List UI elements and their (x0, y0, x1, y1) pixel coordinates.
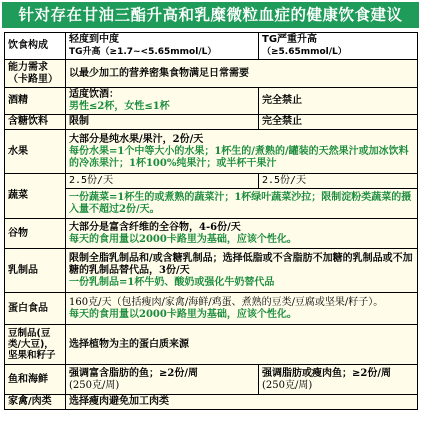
dairy-line2: 一份乳制品=1杯牛奶、酸奶或强化牛奶替代品 (69, 276, 275, 288)
table-row-fruit (5, 130, 418, 174)
sugar-mild-cell: 限制 (66, 115, 259, 130)
row-label-fruit: 水果 (5, 130, 66, 174)
table-row-grain (5, 219, 418, 249)
row-label-alcohol: 酒精 (5, 88, 66, 115)
fish-mild-line1: 强调富含脂肪的鱼；≥2份/周 (69, 367, 198, 379)
sugar-severe-cell: 完全禁止 (259, 115, 418, 130)
page-title: 针对存在甘油三酯升高和乳糜微粒血症的健康饮食建议 (2, 2, 419, 28)
fish-severe-line2: (250克/周) (262, 379, 313, 391)
fish-severe-cell (259, 365, 418, 395)
protein-cell (66, 293, 418, 325)
alcohol-severe-cell: 完全禁止 (259, 88, 418, 115)
fish-severe-line1: 强调脂肪或瘦肉鱼；≥2份/周 (262, 367, 391, 379)
table-row-fish (5, 365, 418, 395)
row-label-protein: 蛋白食品 (5, 293, 66, 325)
meat-cell: 选择瘦肉避免加工肉类 (66, 395, 418, 410)
dairy-cell (66, 249, 418, 293)
table-row-alcohol (5, 88, 418, 115)
table-row-sugar (5, 115, 418, 130)
row-label-meat: 家禽/肉类 (5, 395, 66, 410)
alcohol-mild-line2: 男性≤2杯，女性≤1杯 (69, 101, 170, 112)
header-mild-tg-range: TG升高（≥1.7~<5.65mmol/L） (69, 47, 217, 57)
header-severe-tg (259, 33, 418, 60)
plant-protein-cell: 选择植物为主的蛋白质来源 (66, 325, 418, 365)
table-row-meat (5, 395, 418, 410)
table-row-dairy (5, 249, 418, 293)
veg-mild-serving: 2.5份/天 (66, 174, 259, 189)
fruit-line1: 大部分是纯水果/果汁，2份/天 (69, 133, 204, 145)
veg-severe-serving: 2.5份/天 (259, 174, 418, 189)
protein-line2: 每天的食用量以2000卡路里为基础，应该个性化。 (69, 308, 297, 320)
header-diet-component: 饮食构成 (5, 33, 66, 60)
table-row-veg-detail (5, 189, 418, 219)
alcohol-mild-cell (66, 88, 259, 115)
grain-line2: 每天的食用量以2000卡路里为基础，应该个性化。 (69, 233, 297, 245)
header-severe-tg-title: TG严重升高 (262, 34, 318, 45)
row-label-grain: 谷物 (5, 219, 66, 249)
fruit-cell (66, 130, 418, 174)
grain-cell (66, 219, 418, 249)
fish-mild-cell (66, 365, 259, 395)
row-label-dairy: 乳制品 (5, 249, 66, 293)
header-mild-tg-title: 轻度到中度 (69, 34, 119, 45)
dairy-line1: 限制全脂乳制品和/或含糖乳制品；选择低脂或不含脂肪不加糖的乳制品或不加糖的乳制品替代品，3份/天 (69, 252, 413, 276)
row-label-fish: 鱼和海鲜 (5, 365, 66, 395)
alcohol-mild-line1: 适度饮酒： (69, 89, 119, 100)
veg-detail: 一份蔬菜=1杯生的或煮熟的蔬菜汁；1杯绿叶蔬菜沙拉；限制淀粉类蔬菜的摄入量不超过2份/天。 (66, 189, 418, 219)
table-header-row (5, 33, 418, 60)
table-row-energy (5, 60, 418, 88)
fruit-line2: 每份水果=1个中等大小的水果；1杯生的/煮熟的/罐装的天然果汁或加冰饮料的冷冻果汁；1杯100%纯果汁；或半杯干果汁 (69, 145, 409, 169)
protein-line1: 160克/天（包括瘦肉/家禽/海鲜/鸡蛋、煮熟的豆类/豆腐或坚果/籽子）。 (69, 296, 384, 308)
row-label-sugar: 含糖饮料 (5, 115, 66, 130)
row-label-plant-protein: 豆制品(豆类/大豆)，坚果和籽子 (5, 325, 66, 365)
energy-recommendation: 以最少加工的营养密集食物满足日常需要 (66, 60, 418, 88)
header-mild-tg (66, 33, 259, 60)
table-row-veg-serving (5, 174, 418, 189)
grain-line1: 大部分是富含纤维的全谷物，4-6份/天 (69, 221, 241, 233)
row-label-energy: 能力需求（卡路里） (5, 60, 66, 88)
diet-recommendation-table (4, 32, 418, 410)
table-row-plant-protein (5, 325, 418, 365)
row-label-vegetables: 蔬菜 (5, 174, 66, 219)
header-severe-tg-range: （≥5.65mmol/L） (262, 47, 347, 57)
table-row-protein (5, 293, 418, 325)
fish-mild-line2: (250克/周) (69, 379, 120, 391)
